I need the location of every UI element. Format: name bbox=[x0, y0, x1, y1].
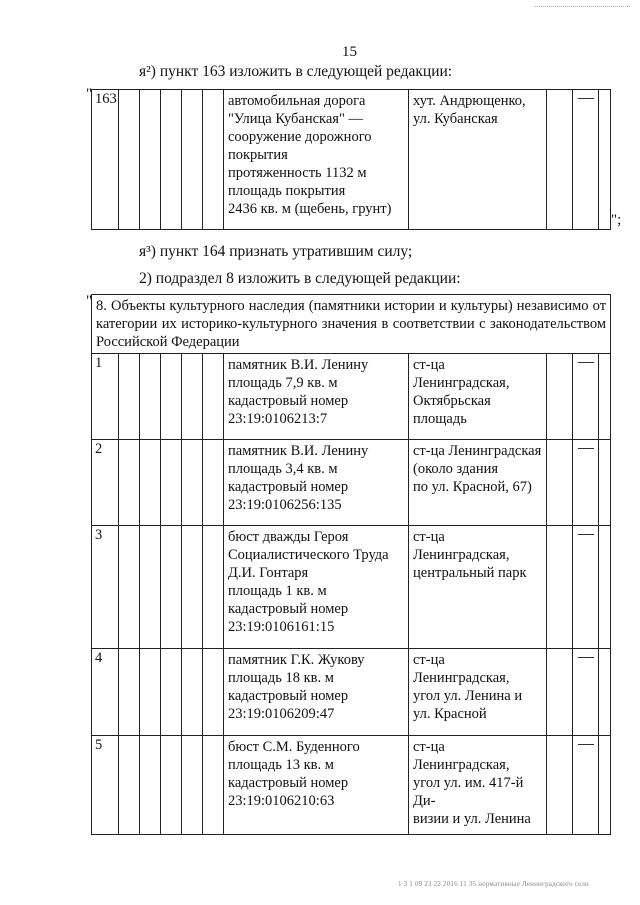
dash-mark bbox=[573, 526, 599, 649]
object-address: ст-ца Ленинградская (около здания по ул. Красной, 67) bbox=[409, 440, 547, 526]
table-row bbox=[92, 649, 611, 736]
dash-mark bbox=[573, 354, 599, 440]
quote-open-section8: " bbox=[86, 293, 93, 309]
quote-close-163: "; bbox=[611, 212, 622, 228]
quote-open-163: " bbox=[86, 86, 93, 102]
table-row-163 bbox=[91, 89, 611, 230]
table-section-8 bbox=[91, 294, 611, 835]
object-name: памятник Г.К. Жукову площадь 18 кв. м кадастровый номер 23:19:0106209:47 bbox=[224, 649, 409, 736]
dash-mark bbox=[573, 736, 599, 835]
object-address: хут. Андрющенко, ул. Кубанская bbox=[409, 90, 547, 230]
object-name: памятник В.И. Ленину площадь 3,4 кв. м кадастровый номер 23:19:0106256:135 bbox=[224, 440, 409, 526]
paragraph-2: 2) подраздел 8 изложить в следующей редакции: bbox=[139, 270, 461, 287]
row-number: 5 bbox=[92, 736, 119, 835]
row-number: 163 bbox=[92, 90, 119, 230]
object-name: автомобильная дорога "Улица Кубанская" — сооружение дорожного покрытия протяженность 1132 м площадь покрытия 2436 кв. м (щебень, грунт) bbox=[224, 90, 409, 230]
section-header: 8. Объекты культурного наследия (памятники истории и культуры) независимо от категории их историко-культурного значения в соответствии с законодательством Российской Федерации bbox=[92, 295, 611, 354]
object-name: памятник В.И. Ленину площадь 7,9 кв. м кадастровый номер 23:19:0106213:7 bbox=[224, 354, 409, 440]
table-row bbox=[92, 440, 611, 526]
object-address: ст-ца Ленинградская, угол ул. им. 417-й Ди- визии и ул. Ленина bbox=[409, 736, 547, 835]
row-number: 1 bbox=[92, 354, 119, 440]
row-number: 2 bbox=[92, 440, 119, 526]
object-address: ст-ца Ленинградская, угол ул. Ленина и ул. Красной bbox=[409, 649, 547, 736]
top-edge-mark bbox=[535, 6, 630, 7]
footer-stamp: 1 3 1 09 23 22 2016 11 35 нормативные Ленинградского сели bbox=[398, 880, 589, 888]
table-row bbox=[92, 526, 611, 649]
row-number: 4 bbox=[92, 649, 119, 736]
object-address: ст-ца Ленинградская, Октябрьская площадь bbox=[409, 354, 547, 440]
object-address: ст-ца Ленинградская, центральный парк bbox=[409, 526, 547, 649]
object-name: бюст С.М. Буденного площадь 13 кв. м кадастровый номер 23:19:0106210:63 bbox=[224, 736, 409, 835]
object-name: бюст дважды Героя Социалистического Труда Д.И. Гонтаря площадь 1 кв. м кадастровый номер 23:19:0106161:15 bbox=[224, 526, 409, 649]
paragraph-ya2: я²) пункт 163 изложить в следующей редакции: bbox=[139, 63, 453, 80]
dash-mark bbox=[573, 440, 599, 526]
dash-mark bbox=[573, 90, 599, 230]
table-row bbox=[92, 354, 611, 440]
page-number: 15 bbox=[342, 44, 357, 60]
dash-mark bbox=[573, 649, 599, 736]
row-number: 3 bbox=[92, 526, 119, 649]
table-row bbox=[92, 736, 611, 835]
paragraph-ya3: я³) пункт 164 признать утратившим силу; bbox=[139, 243, 413, 260]
